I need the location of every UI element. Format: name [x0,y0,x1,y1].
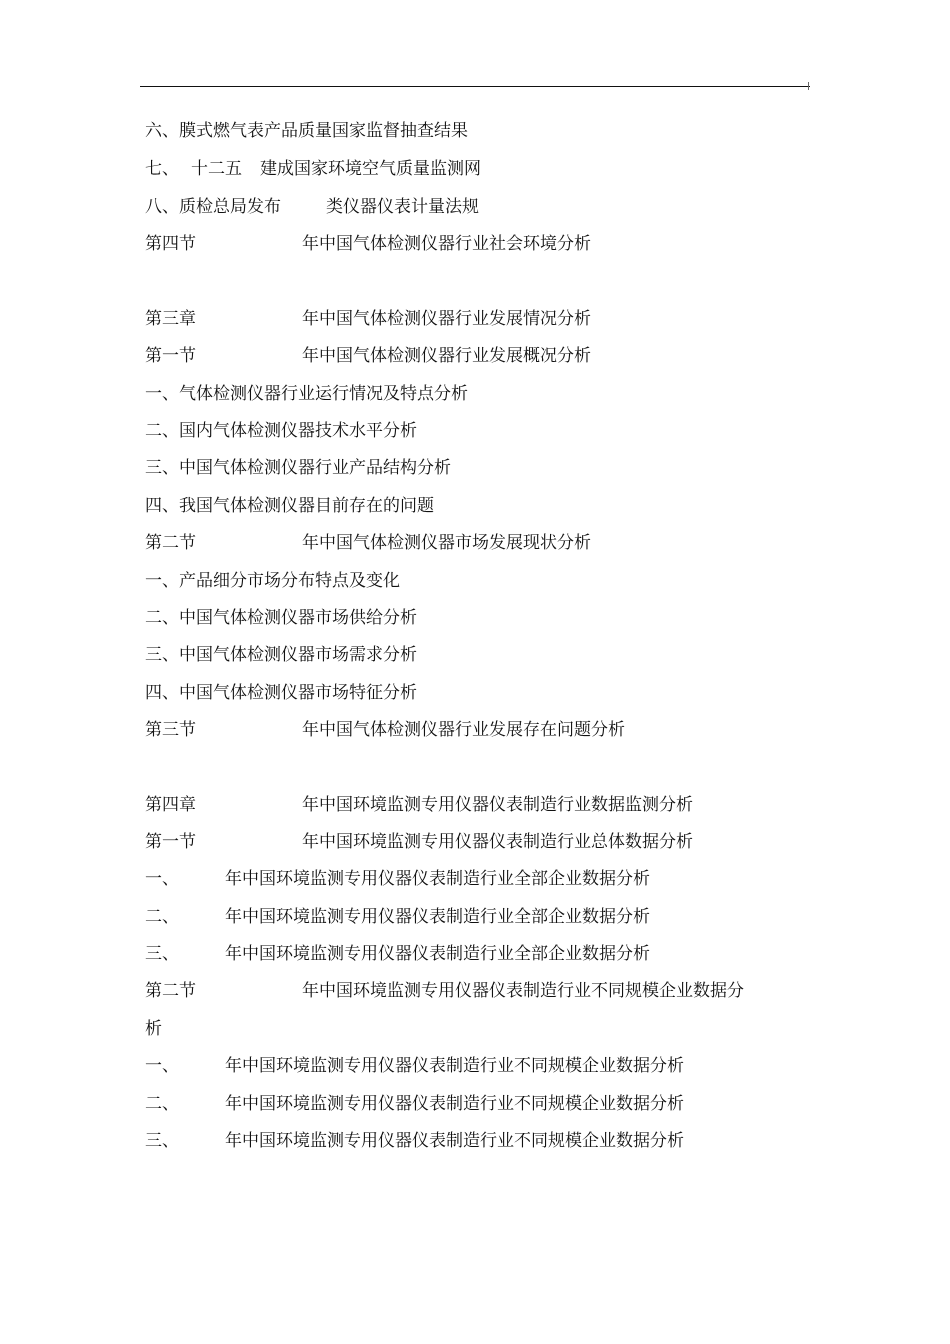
toc-section-title: 年中国气体检测仪器市场发展现状分析 [302,533,591,553]
toc-chapter-label: 第四章 [145,795,196,815]
toc-section-title: 年中国环境监测专用仪器仪表制造行业总体数据分析 [302,832,693,852]
header-rule [140,86,810,87]
toc-chapter-title: 年中国环境监测专用仪器仪表制造行业数据监测分析 [302,795,693,815]
toc-section-label: 第一节 [145,346,196,366]
toc-item: 三、中国气体检测仪器市场需求分析 [145,645,417,665]
toc-item: 六、膜式燃气表产品质量国家监督抽查结果 [145,121,468,141]
toc-item-text: 年中国环境监测专用仪器仪表制造行业全部企业数据分析 [225,869,650,889]
toc-item-mid: 十二五 [191,159,242,179]
toc-item-prefix: 二、 [145,1094,179,1114]
toc-item-prefix: 七、 [145,159,179,179]
toc-section-label: 第二节 [145,533,196,553]
toc-section-title-continued: 析 [145,1019,162,1039]
toc-item-text: 年中国环境监测专用仪器仪表制造行业全部企业数据分析 [225,944,650,964]
toc-chapter-label: 第三章 [145,309,196,329]
header-rule-tick [808,82,809,90]
toc-item-text: 年中国环境监测专用仪器仪表制造行业全部企业数据分析 [225,907,650,927]
toc-item-prefix: 八、质检总局发布 [145,197,281,217]
toc-chapter-title: 年中国气体检测仪器行业发展情况分析 [302,309,591,329]
toc-section-label: 第二节 [145,981,196,1001]
toc-section-title: 年中国气体检测仪器行业发展存在问题分析 [302,720,625,740]
toc-item-prefix: 一、 [145,1056,179,1076]
toc-item-text: 建成国家环境空气质量监测网 [260,159,481,179]
toc-item-prefix: 二、 [145,907,179,927]
toc-item: 四、我国气体检测仪器目前存在的问题 [145,496,434,516]
toc-item: 三、中国气体检测仪器行业产品结构分析 [145,458,451,478]
toc-section-title: 年中国气体检测仪器行业发展概况分析 [302,346,591,366]
toc-section-label: 第一节 [145,832,196,852]
toc-item-text: 年中国环境监测专用仪器仪表制造行业不同规模企业数据分析 [225,1056,684,1076]
toc-item: 一、产品细分市场分布特点及变化 [145,571,400,591]
toc-item: 四、中国气体检测仪器市场特征分析 [145,683,417,703]
toc-item: 二、国内气体检测仪器技术水平分析 [145,421,417,441]
toc-item-prefix: 一、 [145,869,179,889]
toc-item-text: 类仪器仪表计量法规 [326,197,479,217]
toc-item: 二、中国气体检测仪器市场供给分析 [145,608,417,628]
toc-section-title: 年中国环境监测专用仪器仪表制造行业不同规模企业数据分 [302,981,744,1001]
toc-item-prefix: 三、 [145,944,179,964]
toc-item-prefix: 三、 [145,1131,179,1151]
toc-section-title: 年中国气体检测仪器行业社会环境分析 [302,234,591,254]
toc-item-text: 年中国环境监测专用仪器仪表制造行业不同规模企业数据分析 [225,1131,684,1151]
toc-section-label: 第四节 [145,234,196,254]
toc-section-label: 第三节 [145,720,196,740]
toc-item: 一、气体检测仪器行业运行情况及特点分析 [145,384,468,404]
toc-item-text: 年中国环境监测专用仪器仪表制造行业不同规模企业数据分析 [225,1094,684,1114]
